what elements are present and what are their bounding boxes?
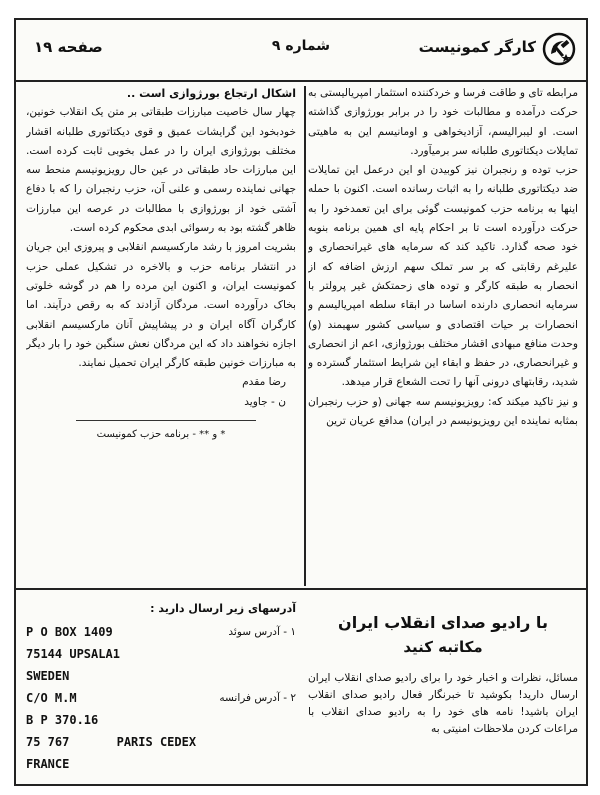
right-paragraph: حزب توده و رنجبران نیز کوبیدن او این درعمل این تمایلات ضد دیکتاتوری طلبانه را به اثبات رسانده است. اکنون با حمله اینها به برنامه حزب کمونیست گوئی برای این تعمدخود را به حرکت درآورده است تا بر احکام پایه ای همین برنامه بنوبه خود صحه گذارد. تاکید کند که سرمایه های غیرانحصاری و علیرغم رقابتی که بر سر تملک سهم ارزش اضافه که از انحصار به طبقه کارگر و توده های زحمتکش غیر پرولتر با سرمایه انحصاری دارنده اساسا در ابقاء سلطه امپریالیسم و انحصارات بر حیات اقتصادی و سیاسی کشور سهیمند (و) وحدت منافع مبهادی اقشار مختلف بورژوازی، اعم از انحصاری و غیرانحصاری، در حفظ و ابقاء این شرایط استثمار گسترده و شدید، رقابتهای درونی آنها را تحت الشعاع قرار میدهد. bbox=[308, 164, 578, 389]
address-line bbox=[26, 643, 296, 665]
right-paragraph: و نیز تاکید میکند که: رویزیونیسم سه جهانی (و حزب رنجبران بمثابه نماینده این رویزیونیسم در ایران) مدافع عریان ترین bbox=[308, 395, 578, 428]
section-divider bbox=[16, 588, 586, 590]
address-line bbox=[26, 753, 296, 775]
page-header bbox=[16, 20, 586, 82]
radio-announcement bbox=[308, 610, 578, 738]
right-article-column bbox=[308, 84, 578, 584]
address-text: 75 767 bbox=[26, 735, 70, 749]
address-text: P O BOX 1409 bbox=[26, 625, 113, 639]
radio-title: با رادیو صدای انقلاب ایران bbox=[338, 613, 548, 632]
address-text: C/O M.M bbox=[26, 691, 77, 705]
newspaper-name: کارگر کمونیست bbox=[418, 38, 536, 56]
address-text: 75144 UPSALA1 bbox=[26, 647, 120, 661]
address-text: B P 370.16 bbox=[26, 713, 99, 727]
address-line bbox=[26, 709, 296, 731]
address-text: PARIS CEDEX bbox=[116, 735, 197, 749]
address-line bbox=[26, 731, 296, 753]
left-paragraph: بشریت امروز با رشد مارکسیسم انقلابی و پیروزی این جریان در انتشار برنامه حزب و بالاخره در تشکیل عملی حزب کمونیست ایران، و اکنون این مرده را هم در گوشه خلوتی بخاک درآورده است. مردگان آزادند که به رقص درآیند. اما کارگران آگاه ایران و در پیشاپیش آنان مارکسیسم انقلابی اجازه نخواهند داد که این مردگان نعش سنگین خود را بار دیگر به مبارزات خونین طبقه کارگر ایران تحمیل نمایند. bbox=[26, 241, 296, 370]
sweden-label: ۱ - آدرس سوئد bbox=[228, 626, 296, 638]
radio-subtitle: مکاتبه کنید bbox=[403, 638, 483, 656]
author-signature: ن - جاوید bbox=[244, 395, 286, 408]
address-text: FRANCE bbox=[26, 757, 70, 771]
address-line bbox=[26, 665, 296, 687]
mailing-addresses bbox=[26, 602, 296, 775]
footnote-rule bbox=[76, 420, 256, 421]
france-label: ۲ - آدرس فرانسه bbox=[219, 692, 296, 704]
author-signature: رضا مقدم bbox=[242, 376, 286, 389]
address-line bbox=[26, 687, 296, 709]
address-text: SWEDEN bbox=[26, 669, 70, 683]
radio-body: مسائل، نظرات و اخبار خود را برای رادیو صدای انقلاب ایران ارسال دارید! بکوشید تا خبرنگار فعال رادیو صدای انقلاب ایران باشید! نامه های خود را به رادیو صدای انقلاب با مراعات کردن ملاحظات امنیتی به bbox=[308, 672, 578, 735]
column-divider bbox=[304, 86, 306, 586]
addresses-intro: آدرسهای زیر ارسال دارید : bbox=[150, 602, 296, 615]
left-article-column bbox=[26, 84, 296, 584]
right-paragraph: مرابطه تای و طاقت فرسا و خردکننده استثمار امپریالیستی به حرکت درآمده و مطالبات خود را در برابر بورژوازی گذاشته است. او لیبرالیسم، آزادیخواهی و اومانیسم این به ماهیتی تمایلات دیکتاتوری طلبانه سر برمیآورد. bbox=[308, 87, 578, 157]
issue-number: شماره ۹ bbox=[271, 38, 331, 54]
newspaper-page bbox=[14, 18, 588, 786]
left-article-title: اشکال ارتجاع بورژوازی است .. bbox=[126, 87, 296, 100]
address-line bbox=[26, 621, 296, 643]
footnote: * و ** - برنامه حزب کمونیست bbox=[96, 429, 226, 441]
left-paragraph: چهار سال خاصیت مبارزات طبقاتی بر متن یک انقلاب خونین، خودبخود این گرایشات عمیق و قوی دیکتاتوری طلبانه اقشار مختلف بورژوازی ایران را در عمل بخوبی ثابت کرده است. این مبارزات حاد طبقاتی در عین حال رویزیونیسم منحط سه جهانی نماینده رسمی و علنی آن، حزب رنجبران را که با دفاع آشتی خود از بورژوازی با مطالبات در عرصه این مبارزات ظاهر گشته بود به رسوائی ابدی محکوم کرده است. bbox=[26, 106, 296, 235]
page-number: صفحه ۱۹ bbox=[34, 38, 103, 56]
